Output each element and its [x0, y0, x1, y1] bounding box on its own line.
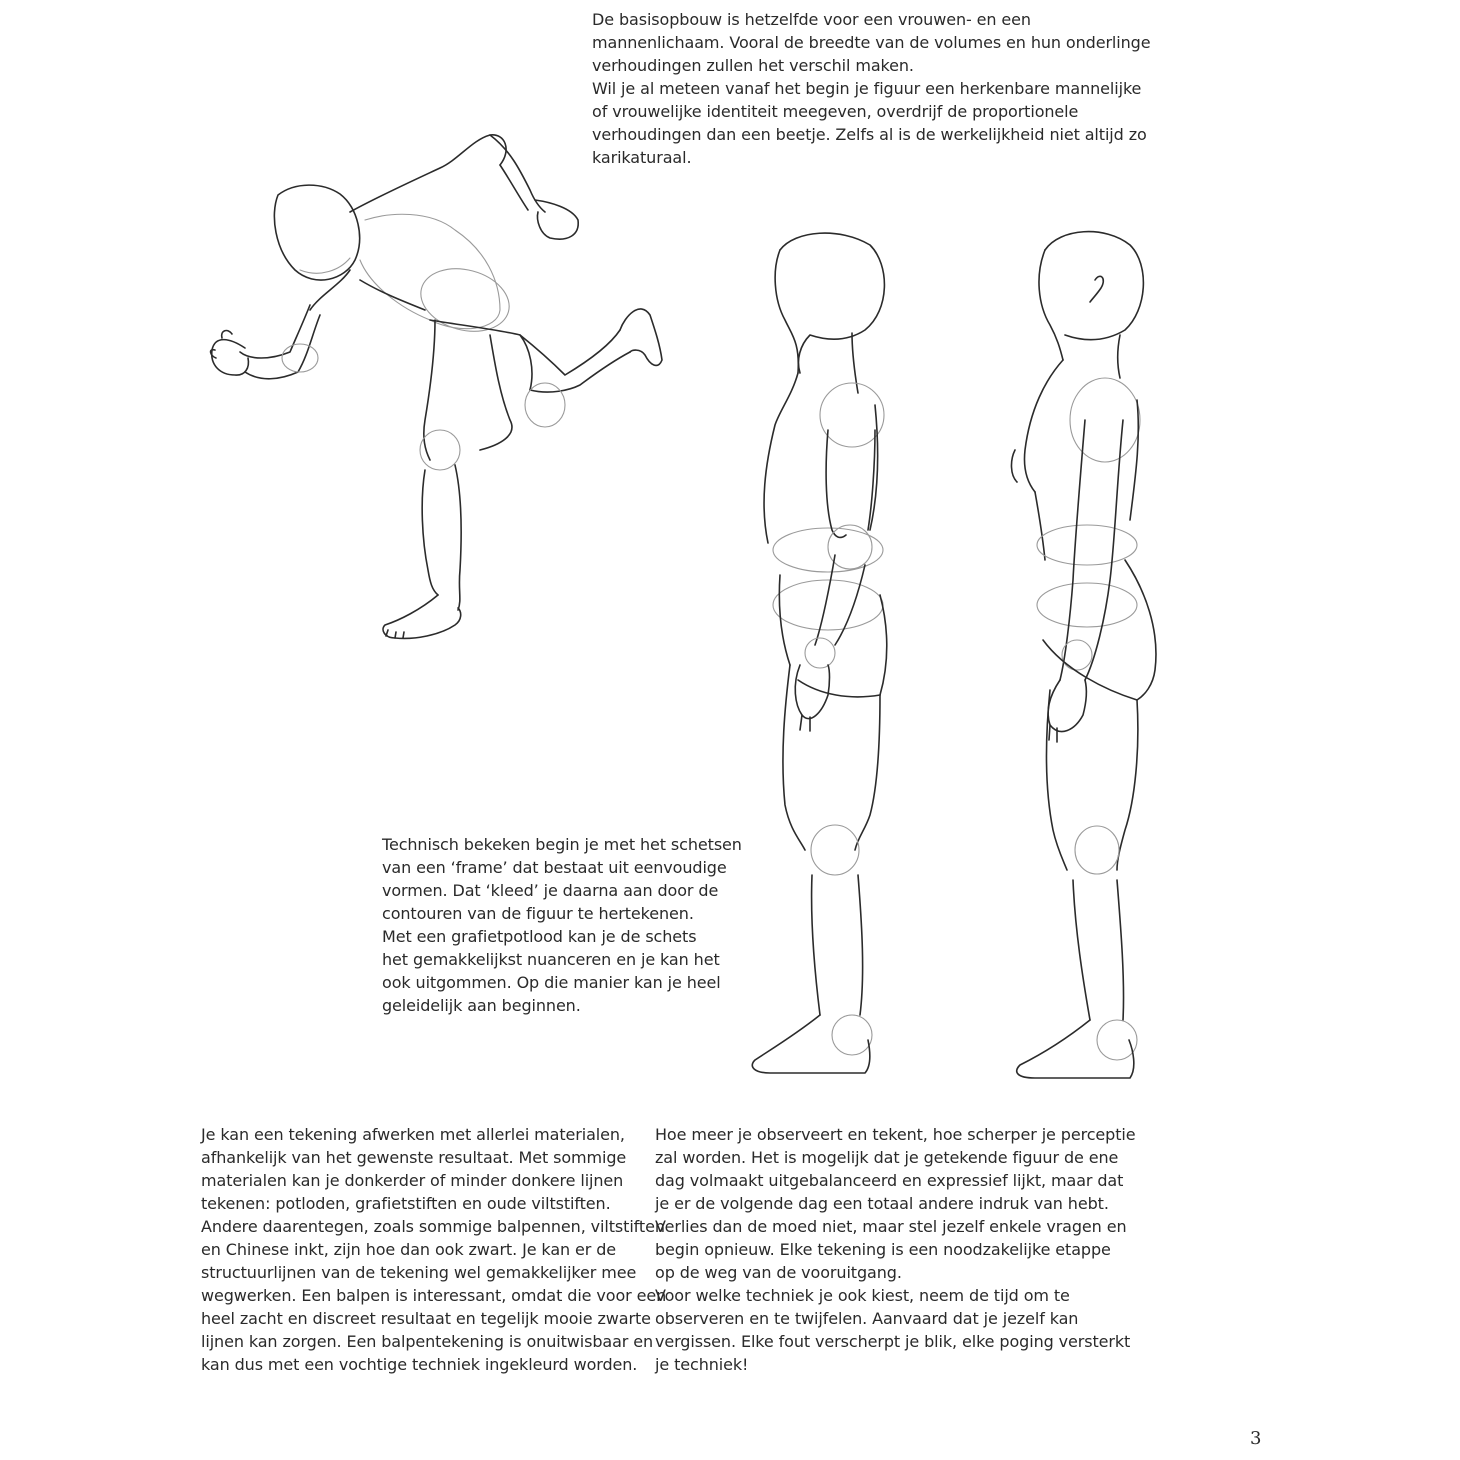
text-line: begin opnieuw. Elke tekening is een noodzakelijke etappe: [655, 1240, 1111, 1259]
running-figure-sketch: [200, 120, 670, 660]
text-line: materialen kan je donkerder of minder donkere lijnen: [201, 1171, 624, 1190]
text-line: zal worden. Het is mogelijk dat je getekende figuur de ene: [655, 1148, 1119, 1167]
text-line: het gemakkelijkst nuanceren en je kan het: [382, 950, 720, 969]
text-line: structuurlijnen van de tekening wel gemakkelijker mee: [201, 1263, 637, 1282]
male-profile-figure-sketch: [740, 225, 900, 1085]
female-profile-figure-sketch: [1005, 220, 1165, 1090]
text-line: en Chinese inkt, zijn hoe dan ook zwart. Je kan er de: [201, 1240, 617, 1259]
paragraph-bottom-right: [655, 1123, 1135, 1376]
text-line: observeren en te twijfelen. Aanvaard dat je jezelf kan: [655, 1309, 1079, 1328]
text-line: Wil je al meteen vanaf het begin je figuur een herkenbare mannelijke: [592, 79, 1142, 98]
text-line: Verlies dan de moed niet, maar stel jezelf enkele vragen en: [655, 1217, 1127, 1236]
text-line: wegwerken. Een balpen is interessant, omdat die voor een: [201, 1286, 667, 1305]
text-line: heel zacht en discreet resultaat en tegelijk mooie zwarte: [201, 1309, 651, 1328]
paragraph-bottom-left: [201, 1123, 666, 1376]
text-line: Andere daarentegen, zoals sommige balpennen, viltstiften: [201, 1217, 665, 1236]
paragraph-middle: [382, 833, 742, 1017]
text-line: lijnen kan zorgen. Een balpentekening is onuitwisbaar en: [201, 1332, 654, 1351]
text-line: De basisopbouw is hetzelfde voor een vrouwen- en een: [592, 10, 1031, 29]
text-line: kan dus met een vochtige techniek ingekleurd worden.: [201, 1355, 638, 1374]
text-line: je er de volgende dag een totaal andere indruk van hebt.: [655, 1194, 1109, 1213]
text-line: ook uitgommen. Op die manier kan je heel: [382, 973, 721, 992]
text-line: vergissen. Elke fout verscherpt je blik, elke poging versterkt: [655, 1332, 1131, 1351]
text-line: verhoudingen dan een beetje. Zelfs al is de werkelijkheid niet altijd zo: [592, 125, 1147, 144]
text-line: of vrouwelijke identiteit meegeven, overdrijf de proportionele: [592, 102, 1079, 121]
text-line: Voor welke techniek je ook kiest, neem de tijd om te: [655, 1286, 1070, 1305]
text-line: van een ‘frame’ dat bestaat uit eenvoudige: [382, 858, 727, 877]
text-line: op de weg van de vooruitgang.: [655, 1263, 902, 1282]
text-line: Hoe meer je observeert en tekent, hoe scherper je perceptie: [655, 1125, 1136, 1144]
text-line: vormen. Dat ‘kleed’ je daarna aan door de: [382, 881, 719, 900]
text-line: Met een grafietpotlood kan je de schets: [382, 927, 697, 946]
text-line: mannenlichaam. Vooral de breedte van de volumes en hun onderlinge: [592, 33, 1151, 52]
text-line: tekenen: potloden, grafietstiften en oude viltstiften.: [201, 1194, 611, 1213]
text-line: Technisch bekeken begin je met het schetsen: [382, 835, 742, 854]
text-line: Je kan een tekening afwerken met allerlei materialen,: [201, 1125, 625, 1144]
text-line: verhoudingen zullen het verschil maken.: [592, 56, 914, 75]
paragraph-top: [592, 8, 1150, 169]
page-number: 3: [1250, 1428, 1262, 1449]
text-line: karikaturaal.: [592, 148, 692, 167]
text-line: geleidelijk aan beginnen.: [382, 996, 581, 1015]
text-line: je techniek!: [655, 1355, 749, 1374]
text-line: contouren van de figuur te hertekenen.: [382, 904, 694, 923]
text-line: dag volmaakt uitgebalanceerd en expressief lijkt, maar dat: [655, 1171, 1124, 1190]
text-line: afhankelijk van het gewenste resultaat. Met sommige: [201, 1148, 627, 1167]
